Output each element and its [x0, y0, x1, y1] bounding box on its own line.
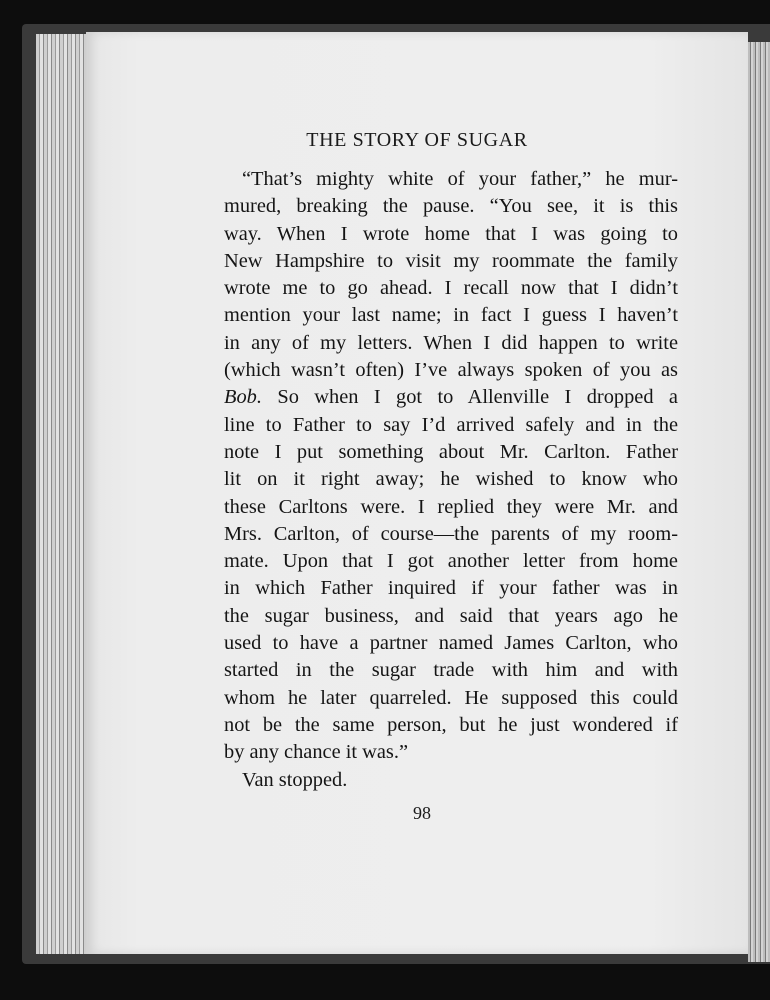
text-line: in any of my letters. When I did happen to write	[224, 331, 678, 354]
text-line: started in the sugar trade with him and with	[224, 659, 678, 682]
text-line: “That’s mighty white of your father,” he mur-	[242, 168, 678, 190]
text-line: (which wasn’t often) I’ve always spoken of you as	[224, 359, 678, 382]
text-line: the sugar business, and said that years ago he	[224, 604, 678, 627]
page-number: 98	[413, 803, 431, 823]
text-line	[224, 384, 678, 411]
text-line: note I put something about Mr. Carlton. Father	[224, 440, 678, 463]
text-line: wrote me to go ahead. I recall now that I didn’t	[224, 277, 678, 300]
text-line: whom he later quarreled. He supposed this could	[224, 686, 678, 709]
text-line: not be the same person, but he just wondered if	[224, 713, 678, 736]
text-line: Van stopped.	[242, 768, 348, 791]
page-edges-right	[748, 42, 770, 962]
text-line: in which Father inquired if your father was in	[224, 577, 678, 600]
text-line: mate. Upon that I got another letter from home	[224, 550, 678, 573]
text-line: New Hampshire to visit my roommate the family	[224, 249, 678, 272]
body-text	[224, 166, 678, 794]
text-line: these Carltons were. I replied they were Mr. and	[224, 495, 678, 518]
text-line: way. When I wrote home that I was going to	[224, 222, 678, 245]
text-line: mured, breaking the pause. “You see, it is this	[224, 195, 678, 218]
text-line-rest: So when I got to Allenville I dropped a	[261, 386, 678, 409]
text-line: used to have a partner named James Carlton, who	[224, 632, 678, 655]
text-line: mention your last name; in fact I guess I haven’t	[224, 304, 678, 327]
text-line: lit on it right away; he wished to know who	[224, 468, 678, 491]
running-head: THE STORY OF SUGAR	[306, 129, 528, 151]
text-line: Mrs. Carlton, of course—the parents of my room-	[224, 522, 678, 545]
text-line: line to Father to say I’d arrived safely and in the	[224, 413, 678, 436]
text-line: by any chance it was.”	[224, 741, 409, 764]
italic-name: Bob.	[224, 386, 262, 409]
